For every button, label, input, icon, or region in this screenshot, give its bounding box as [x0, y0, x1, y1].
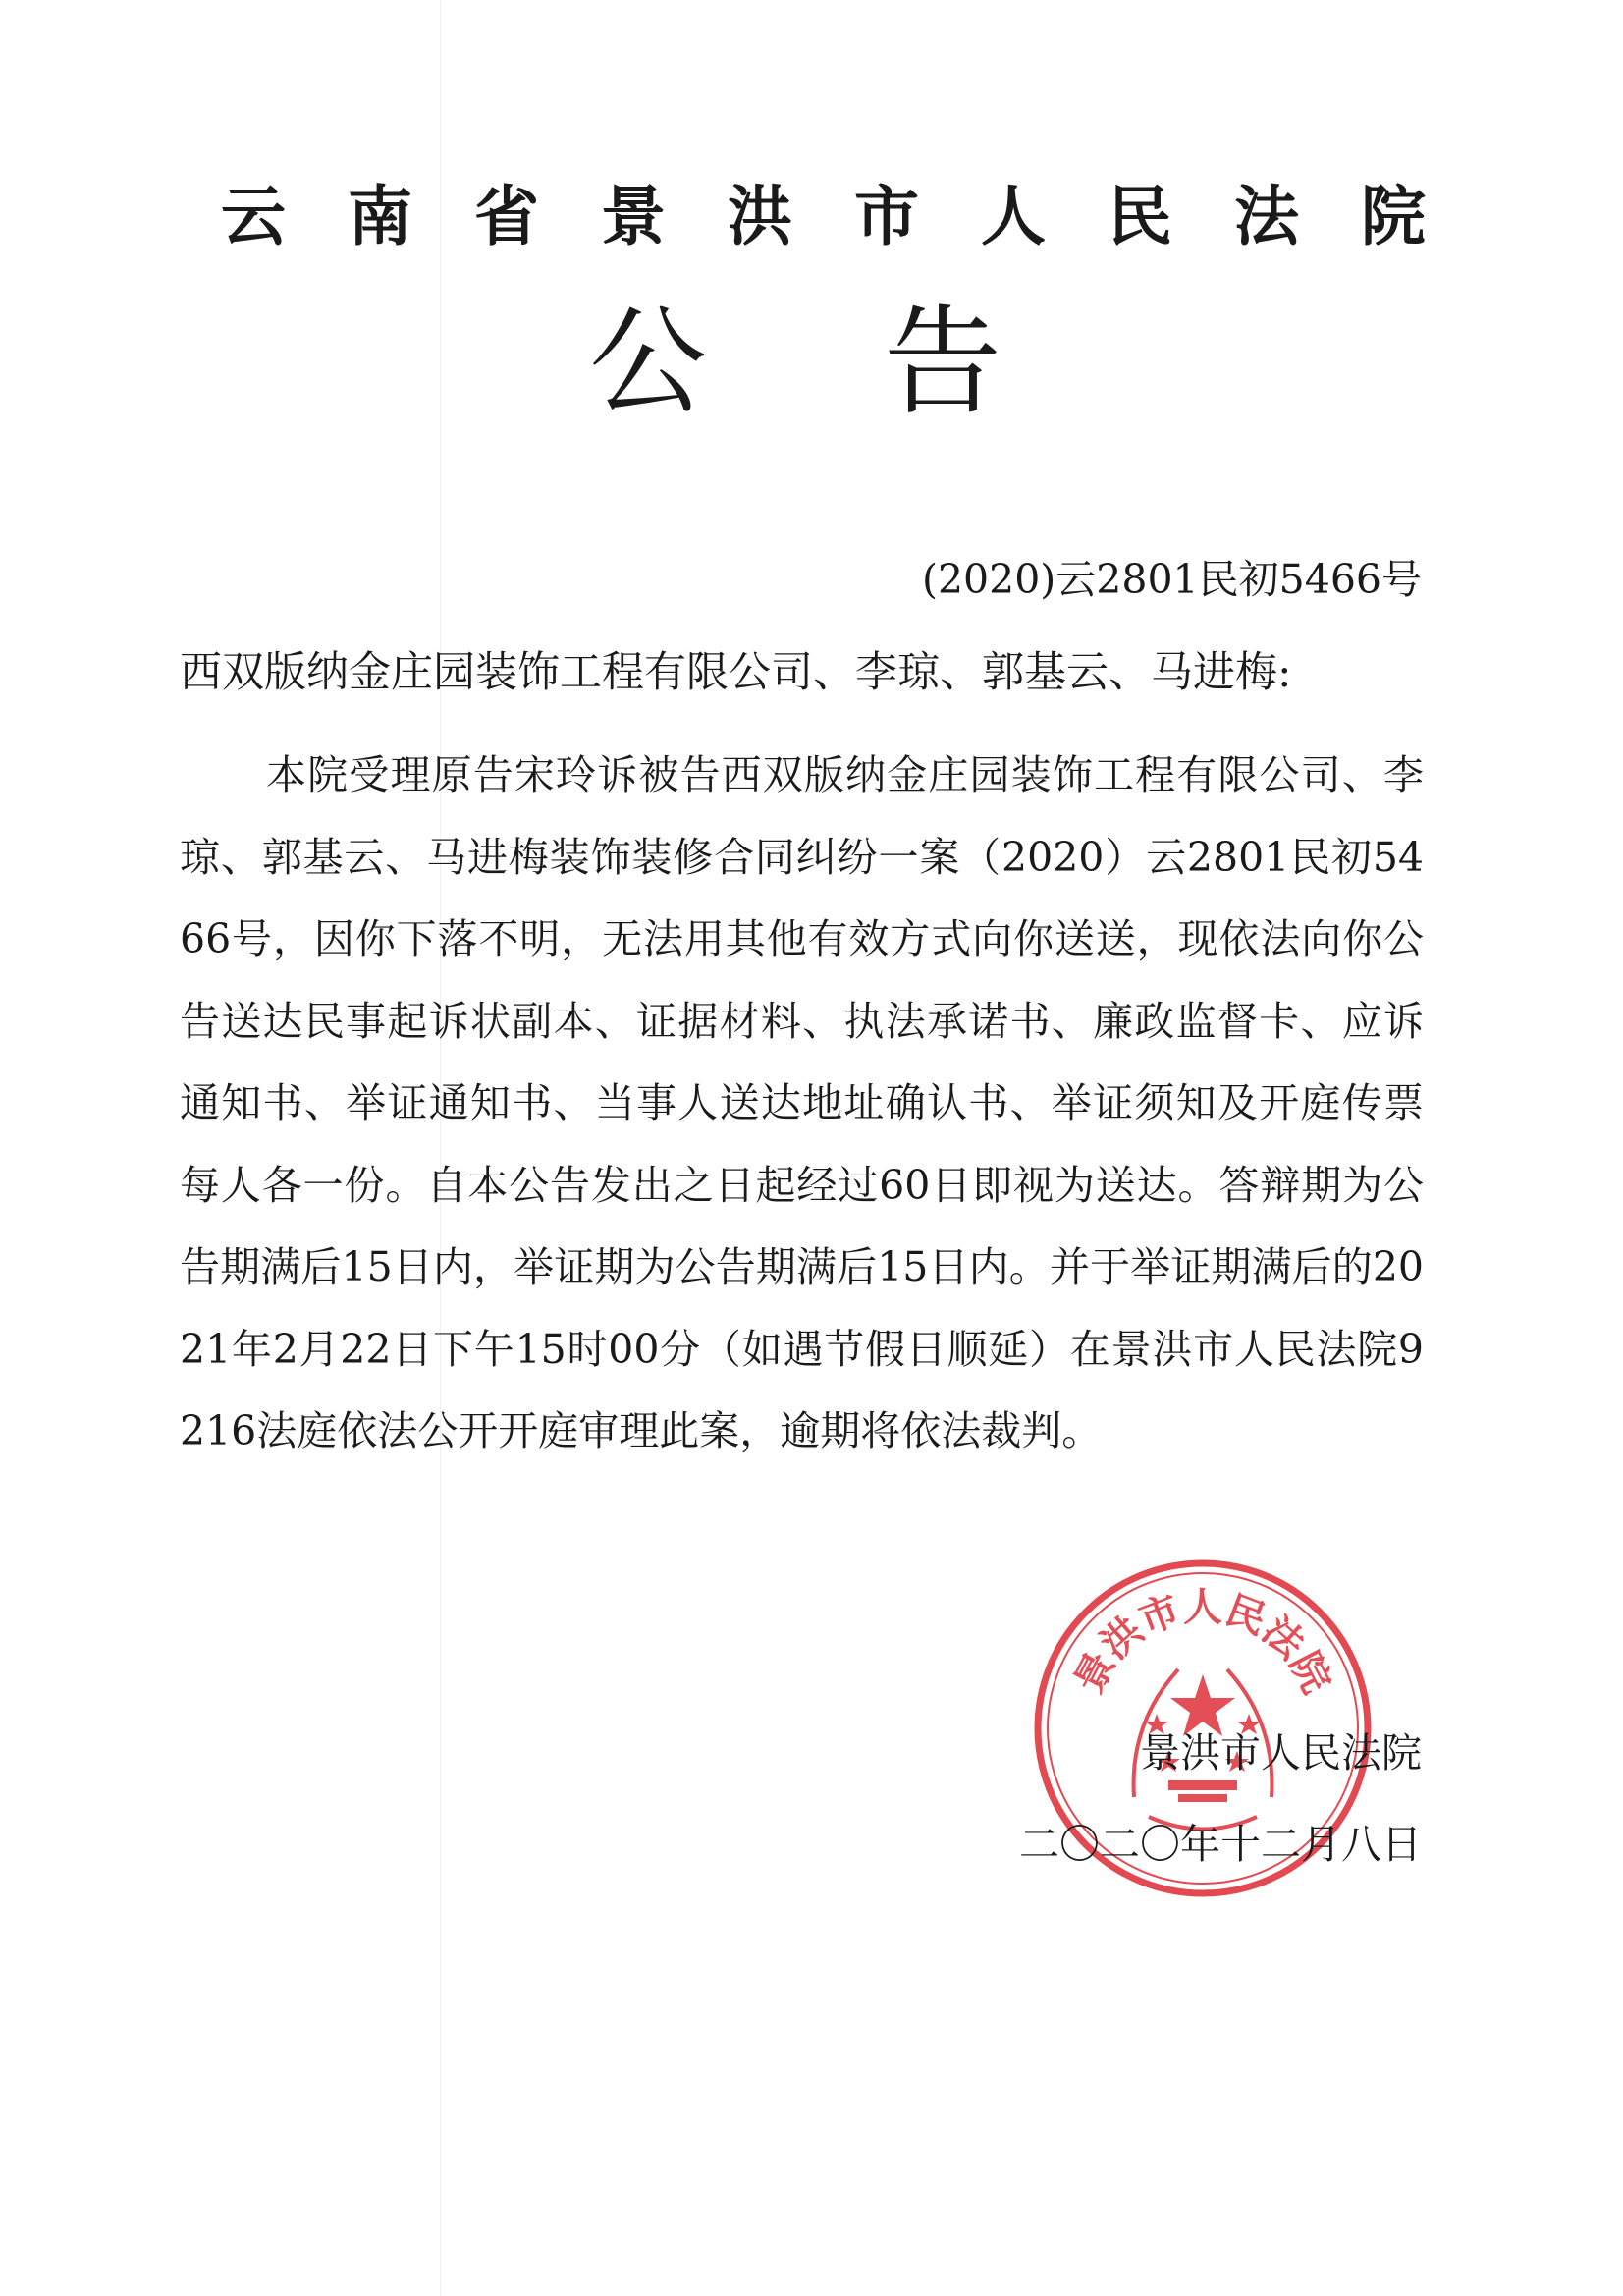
seal-text: 景洪市人民法院	[1065, 1584, 1340, 1701]
case-number: (2020)云2801民初5466号	[921, 556, 1422, 603]
court-name-heading: 云南省景洪市人民法院	[221, 178, 1488, 254]
signature-court: 景洪市人民法院	[1140, 1729, 1422, 1777]
document-title: 公告	[589, 295, 1178, 431]
recipients-line: 西双版纳金庄园装饰工程有限公司、李琼、郭基云、马进梅:	[180, 648, 1292, 697]
signature-date: 二〇二〇年十二月八日	[1019, 1821, 1422, 1868]
notice-body: 本院受理原告宋玲诉被告西双版纳金庄园装饰工程有限公司、李琼、郭基云、马进梅装饰装修合同纠纷一案（2020）云2801民初5466号，因你下落不明，无法用其他有效方式向你送送，现依法向你公告送达民事起诉状副本、证据材料、执法承诺书、廉政监督卡、应诉通知书、举证通知书、当事人送达地址确认书、举证须知及开庭传票每人各一份。自本公告发出之日起经过60日即视为送达。答辩期为公告期满后15日内，举证期为公告期满后15日内。并于举证期满后的2021年2月22日下午15时00分（如遇节假日顺延）在景洪市人民法院9216法庭依法公开开庭审理此案，逾期将依法裁判。	[180, 751, 1424, 1454]
